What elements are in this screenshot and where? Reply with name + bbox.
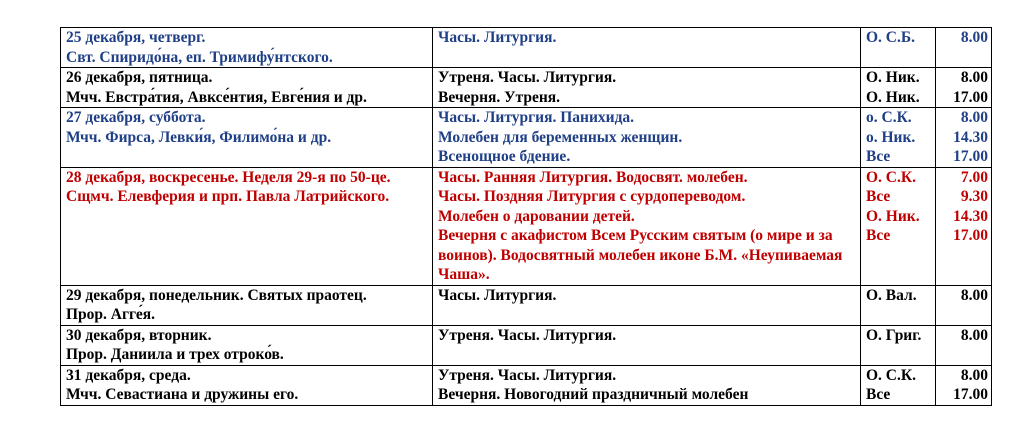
schedule-row	[61, 325, 992, 365]
day-line: Свт. Спиридо́на, еп. Тримифу́нтского.	[66, 48, 333, 66]
service-line: Часы. Поздняя Литургия с сурдопереводом.	[438, 188, 746, 205]
day-cell	[61, 167, 433, 285]
services-cell	[433, 68, 861, 108]
priest-line: о. С.К.	[866, 109, 912, 126]
service-line: Утреня. Часы. Литургия.	[438, 366, 617, 384]
day-line: Мчч. Евстра́тия, Авксе́нтия, Евге́ния и др.	[66, 88, 367, 106]
priest-line: О. С.Б.	[866, 29, 915, 46]
priest-cell	[861, 108, 936, 168]
schedule-row	[61, 108, 992, 168]
priest-line: О. Ник.	[866, 69, 920, 86]
day-line: Сщмч. Елевферия и прп. Павла Латрийского.	[66, 188, 390, 205]
time-line: 17.00	[953, 386, 988, 403]
schedule-row	[61, 167, 992, 285]
day-line: Мчч. Фирса, Левки́я, Филимо́на и др.	[66, 128, 332, 146]
priest-line: О. С.К.	[866, 366, 916, 384]
schedule-row	[61, 285, 992, 325]
time-cell	[936, 325, 992, 365]
schedule-row	[61, 28, 992, 68]
day-line: 26 декабря, пятница.	[66, 69, 213, 86]
day-cell	[61, 365, 433, 405]
services-cell	[433, 365, 861, 405]
day-line: 27 декабря, суббота.	[66, 109, 206, 126]
time-line: 14.30	[953, 207, 988, 225]
time-line: 17.00	[953, 227, 988, 244]
service-line: Всенощное бдение.	[438, 148, 571, 165]
day-line: Прор. Даниила и трех отроко́в.	[66, 346, 284, 363]
time-cell	[936, 285, 992, 325]
priest-cell	[861, 28, 936, 68]
service-line: Часы. Литургия.	[438, 286, 557, 304]
time-cell	[936, 365, 992, 405]
day-line: Прор. Агге́я.	[66, 306, 156, 323]
service-line: Молебен для беременных женщин.	[438, 128, 683, 146]
day-cell	[61, 108, 433, 168]
service-line: Часы. Ранняя Литургия. Водосвят. молебен.	[438, 168, 748, 186]
service-line: Утреня. Часы. Литургия.	[438, 326, 617, 344]
service-line: Вечерня с акафистом Всем Русским святым (о мире и за воинов). Водосвятный молебен иконе Б.М. «Неупиваемая Чаша».	[438, 227, 843, 283]
time-line: 8.00	[960, 29, 988, 46]
priest-cell	[861, 365, 936, 405]
day-line: 30 декабря, вторник.	[66, 326, 212, 344]
time-line: 8.00	[960, 326, 988, 344]
schedule-row	[61, 68, 992, 108]
services-cell	[433, 108, 861, 168]
time-line: 17.00	[953, 148, 988, 165]
schedule-row	[61, 365, 992, 405]
service-line: Вечерня. Новогодний праздничный молебен	[438, 386, 749, 403]
priest-line: О. Ник.	[866, 88, 920, 106]
priest-line: Все	[866, 227, 891, 244]
time-line: 17.00	[953, 88, 988, 106]
time-line: 8.00	[960, 286, 988, 304]
priest-line: О. С.К.	[866, 168, 916, 186]
priest-line: О. Григ.	[866, 326, 922, 344]
time-cell	[936, 167, 992, 285]
priest-line: Все	[866, 386, 891, 403]
time-line: 14.30	[953, 128, 988, 146]
day-line: Мчч. Севастиана и дружины его.	[66, 386, 299, 403]
service-schedule-table	[60, 27, 992, 406]
service-line: Молебен о даровании детей.	[438, 207, 635, 225]
priest-cell	[861, 167, 936, 285]
services-cell	[433, 285, 861, 325]
priest-line: Все	[866, 148, 891, 165]
priest-cell	[861, 68, 936, 108]
time-line: 8.00	[960, 109, 988, 126]
time-line: 7.00	[960, 168, 988, 186]
day-line: 25 декабря, четверг.	[66, 29, 206, 46]
day-line: 29 декабря, понедельник. Святых праотец.	[66, 286, 367, 304]
time-line: 8.00	[960, 366, 988, 384]
services-cell	[433, 325, 861, 365]
priest-line: о. Ник.	[866, 128, 916, 146]
service-line: Часы. Литургия.	[438, 29, 557, 46]
priest-cell	[861, 325, 936, 365]
service-line: Утреня. Часы. Литургия.	[438, 69, 617, 86]
day-cell	[61, 325, 433, 365]
day-cell	[61, 68, 433, 108]
priest-line: Все	[866, 188, 891, 205]
service-line: Часы. Литургия. Панихида.	[438, 109, 635, 126]
schedule-body	[61, 28, 992, 406]
day-cell	[61, 285, 433, 325]
time-cell	[936, 68, 992, 108]
time-line: 9.30	[960, 188, 988, 205]
time-line: 8.00	[960, 69, 988, 86]
priest-line: О. Вал.	[866, 286, 917, 304]
time-cell	[936, 108, 992, 168]
service-line: Вечерня. Утреня.	[438, 88, 561, 106]
priest-line: О. Ник.	[866, 207, 920, 225]
time-cell	[936, 28, 992, 68]
services-cell	[433, 28, 861, 68]
day-line: 31 декабря, среда.	[66, 366, 191, 384]
priest-cell	[861, 285, 936, 325]
services-cell	[433, 167, 861, 285]
day-cell	[61, 28, 433, 68]
day-line: 28 декабря, воскресенье. Неделя 29-я по 50-це.	[66, 168, 391, 186]
